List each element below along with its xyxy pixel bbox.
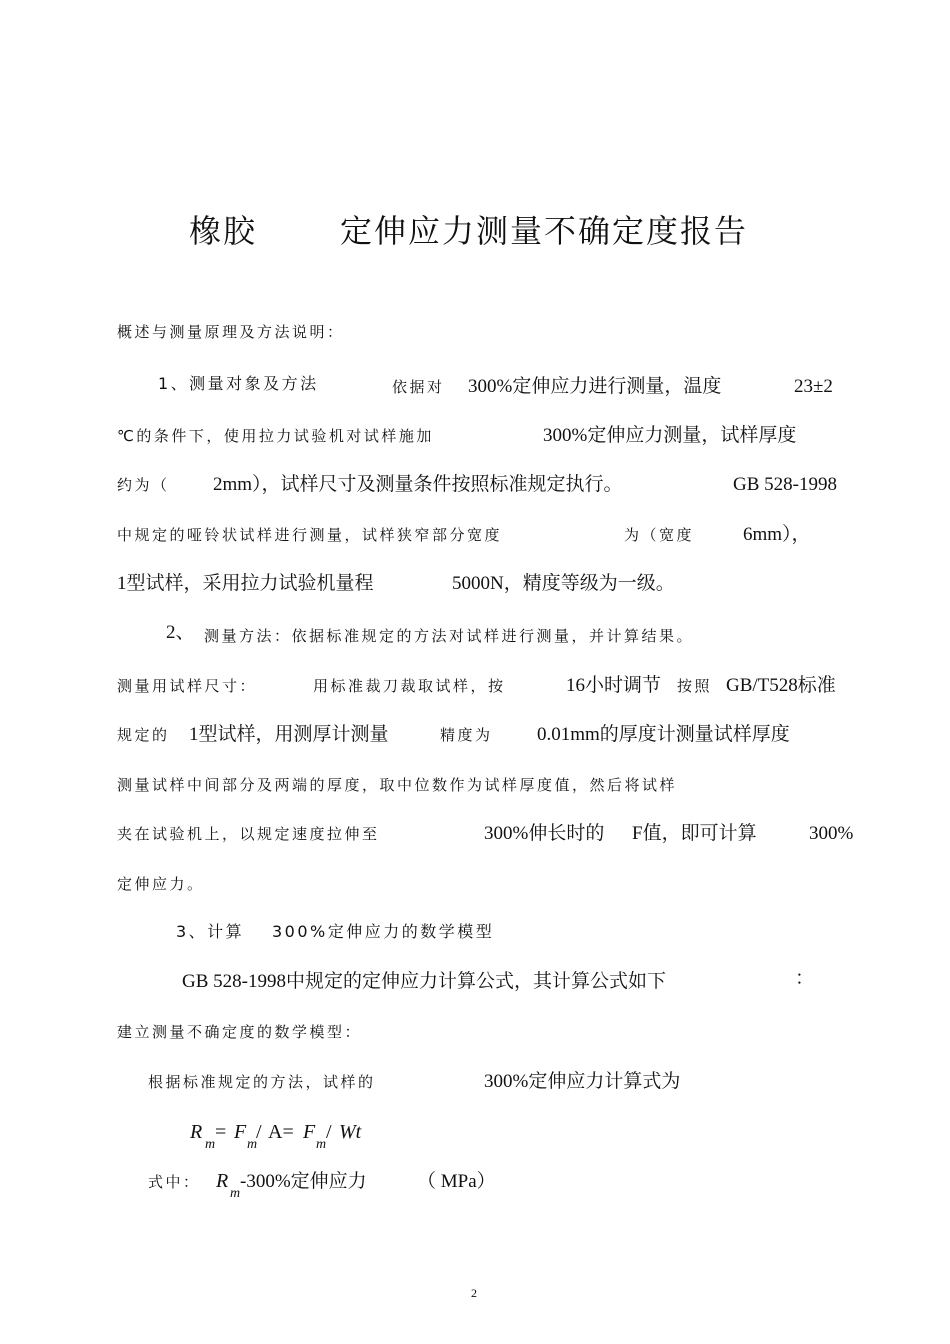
text: 2mm），试样尺寸及测量条件按照标准规定执行。 [213,474,623,495]
text: 6mm）， [743,524,811,545]
text: 300%定伸应力进行测量，温度 [468,376,722,397]
text: 测量试样中间部分及两端的厚度，取中位数作为试样厚度值，然后将试样 [117,776,678,794]
title-part1: 橡胶 [189,212,258,250]
title-part2: 定伸应力测量不确定度报告 [340,212,749,250]
text: 为（宽度 [624,526,695,544]
text: 1型试样，采用拉力试验机量程 [117,573,374,594]
text: -300%定伸应力 [240,1171,367,1192]
section-3-heading: 3、计算 [176,922,245,941]
text: 1型试样，用测厚计测量 [189,724,389,745]
symbol-sub-m: m [230,1186,241,1201]
symbol-R: R [216,1170,229,1192]
text: 定伸应力。 [117,875,205,893]
text: ： [795,968,815,989]
text: 300%定伸应力计算式为 [484,1071,681,1092]
text: GB 528-1998中规定的定伸应力计算公式，其计算公式如下 [182,971,666,992]
text: F值，即可计算 [632,823,757,844]
text: 用标准裁刀裁取试样，按 [313,677,506,695]
formula-sub-m: m [247,1137,258,1152]
formula-eq: = [215,1121,227,1143]
text: 约为（ [117,476,170,494]
formula-sub-m: m [205,1137,216,1152]
text: ℃的条件下，使用拉力试验机对试样施加 [117,427,434,445]
text: 5000N，精度等级为一级。 [452,573,675,594]
text: 按照 [677,677,713,695]
formula-slash: / [256,1121,262,1143]
text: 16小时调节 [566,675,662,696]
section-2-number: 2、 [166,622,195,643]
text: 测量用试样尺寸： [117,677,258,695]
text: 中规定的哑铃状试样进行测量，试样狭窄部分宽度 [117,526,503,544]
text: （ MPa） [417,1171,496,1192]
page-number: 2 [471,1286,477,1300]
intro-heading: 概述与测量原理及方法说明： [117,323,345,341]
text: 0.01mm的厚度计测量试样厚度 [537,724,790,745]
text: 23±2 [794,376,833,397]
text: 300% [809,823,854,844]
text: 根据标准规定的方法，试样的 [148,1073,376,1091]
formula-A: A= [268,1121,294,1143]
formula-F: F [234,1121,247,1143]
formula-slash: / [326,1121,332,1143]
text: 式中： [148,1173,201,1191]
section-1-heading: 1、测量对象及方法 [158,374,319,393]
text: 规定的 [117,726,170,744]
text: GB/T528标准 [726,675,836,696]
text: 300%定伸应力测量，试样厚度 [543,425,797,446]
text: 夹在试验机上，以规定速度拉伸至 [117,825,380,843]
text: 精度为 [440,726,493,744]
formula-sub-m: m [316,1137,327,1152]
formula-F2: F [303,1121,316,1143]
section-3-heading-rest: 300%定伸应力的数学模型 [272,922,495,941]
text: GB 528-1998 [733,474,837,495]
text: 300%伸长时的 [484,823,605,844]
text: 依据对 [392,378,445,396]
formula-R: R [190,1121,203,1143]
text: 测量方法：依据标准规定的方法对试样进行测量，并计算结果。 [204,627,695,645]
formula-Wt: Wt [339,1121,362,1143]
text: 建立测量不确定度的数学模型： [117,1023,363,1041]
